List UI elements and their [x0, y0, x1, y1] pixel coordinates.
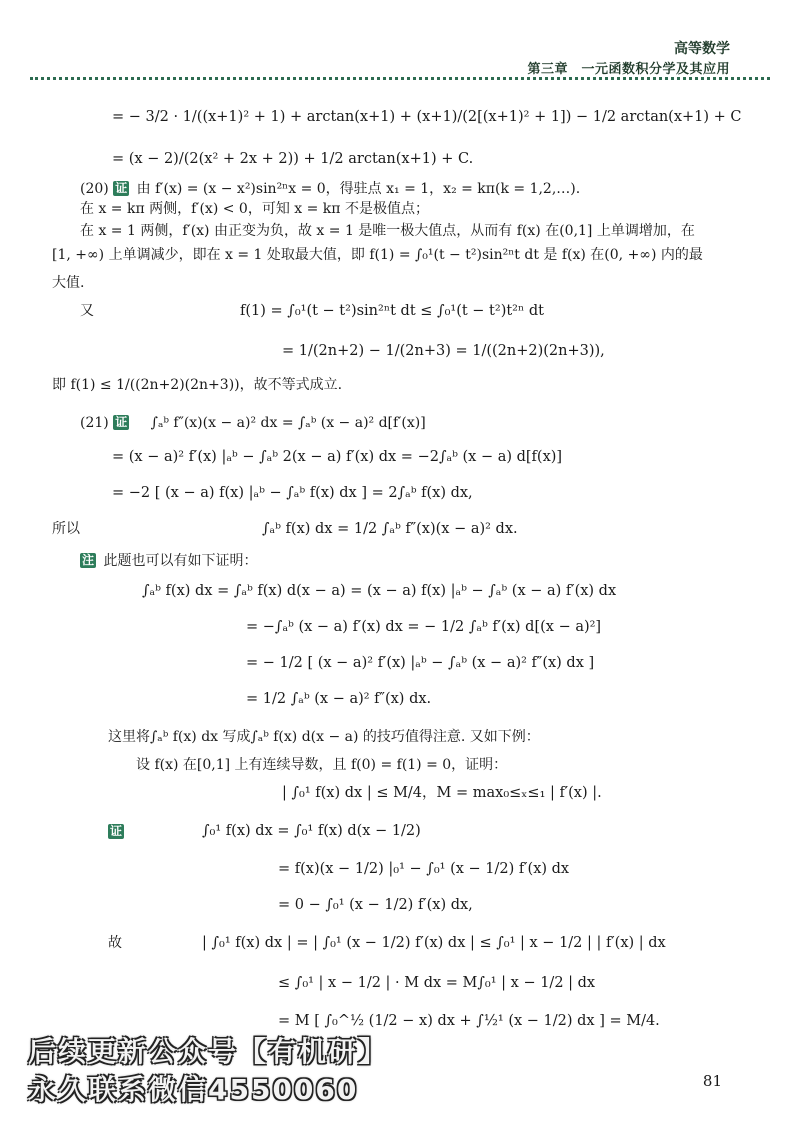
problem-20-inequality: f(1) = ∫₀¹(t − t²)sin²ⁿt dt ≤ ∫₀¹(t − t²)t²ⁿ dt	[240, 303, 544, 319]
problem-20-result: = 1/(2n+2) − 1/(2n+3) = 1/((2n+2)(2n+3)),	[282, 343, 605, 359]
proof-badge: 证	[115, 181, 128, 195]
note-line-8: | ∫₀¹ f(x) dx | ≤ M/4，M = max₀≤ₓ≤₁ | f′(x) |.	[282, 785, 602, 801]
watermark-line-2: 永久联系微信4550060	[28, 1073, 359, 1106]
note-line-3: = −∫ₐᵇ (x − a) f′(x) dx = − 1/2 ∫ₐᵇ f′(x) d[(x − a)²]	[246, 619, 602, 635]
problem-20-line-3: 在 x = 1 两侧，f′(x) 由正变为负，故 x = 1 是唯一极大值点，从而有 f(x) 在(0,1] 上单调增加，在	[80, 223, 695, 239]
note-line-7: 设 f(x) 在[0,1] 上有连续导数，且 f(0) = f(1) = 0，证明：	[136, 757, 508, 773]
page-number: 81	[702, 1072, 722, 1090]
problem-21-text-a: ∫ₐᵇ f″(x)(x − a)² dx = ∫ₐᵇ (x − a)² d[f′(x)]	[150, 415, 426, 431]
proof-line-6: = M [ ∫₀^½ (1/2 − x) dx + ∫½¹ (x − 1/2) dx ] = M/4.	[278, 1013, 660, 1029]
problem-20-label: (20)	[80, 181, 109, 197]
problem-20-line-4: [1, +∞) 上单调减少，即在 x = 1 处取最大值，即 f(1) = ∫₀¹(t − t²)sin²ⁿt dt 是 f(x) 在(0, +∞) 内的最	[52, 247, 703, 263]
proof-line-5: ≤ ∫₀¹ | x − 1/2 | · M dx = M∫₀¹ | x − 1/2 | dx	[278, 975, 596, 991]
watermark-line-1: 后续更新公众号【有机研】	[28, 1035, 389, 1068]
word-you: 又	[80, 303, 94, 319]
problem-21-result: ∫ₐᵇ f(x) dx = 1/2 ∫ₐᵇ f″(x)(x − a)² dx.	[262, 521, 518, 537]
problem-21-line-3: = −2 [ (x − a) f(x) |ₐᵇ − ∫ₐᵇ f(x) dx ] = 2∫ₐᵇ f(x) dx,	[112, 485, 473, 501]
note-line-1	[80, 552, 257, 570]
note-line-5: = 1/2 ∫ₐᵇ (x − a)² f″(x) dx.	[246, 691, 432, 707]
problem-21-line-1	[80, 414, 426, 432]
chapter-title: 第三章 一元函数积分学及其应用	[527, 62, 730, 77]
note-line-2: ∫ₐᵇ f(x) dx = ∫ₐᵇ f(x) d(x − a) = (x − a) f(x) |ₐᵇ − ∫ₐᵇ (x − a) f′(x) dx	[142, 583, 617, 599]
proof-line-3: = 0 − ∫₀¹ (x − 1/2) f′(x) dx,	[278, 897, 473, 913]
problem-20-line-2: 在 x = kπ 两侧，f′(x) < 0，可知 x = kπ 不是极值点；	[80, 201, 429, 217]
note-line-6: 这里将∫ₐᵇ f(x) dx 写成∫ₐᵇ f(x) d(x − a) 的技巧值得注意. 又如下例：	[108, 729, 540, 745]
equation-line-2: = (x − 2)/(2(x² + 2x + 2)) + 1/2 arctan(x+1) + C.	[112, 151, 474, 167]
proof-line-1: ∫₀¹ f(x) dx = ∫₀¹ f(x) d(x − 1/2)	[202, 823, 421, 839]
note-line-4: = − 1/2 [ (x − a)² f′(x) |ₐᵇ − ∫ₐᵇ (x − a)² f″(x) dx ]	[246, 655, 595, 671]
header-divider	[30, 77, 770, 80]
equation-line-1: = − 3/2 · 1/((x+1)² + 1) + arctan(x+1) + (x+1)/(2[(x+1)² + 1]) − 1/2 arctan(x+1) + C	[112, 109, 742, 125]
problem-21-label: (21)	[80, 415, 109, 431]
problem-20-line-1	[80, 180, 580, 198]
note-intro: 此题也可以有如下证明：	[103, 553, 258, 569]
note-badge: 注	[82, 553, 95, 567]
book-title: 高等数学	[674, 41, 730, 57]
problem-20-line-5: 大值.	[52, 275, 85, 291]
proof-line-4: | ∫₀¹ f(x) dx | = | ∫₀¹ (x − 1/2) f′(x) dx | ≤ ∫₀¹ | x − 1/2 | | f′(x) | dx	[202, 935, 666, 951]
word-suoyi: 所以	[52, 521, 80, 537]
problem-20-conclusion: 即 f(1) ≤ 1/((2n+2)(2n+3))，故不等式成立.	[52, 377, 343, 393]
proof-badge: 证	[110, 824, 123, 838]
proof-badge: 证	[115, 415, 128, 429]
word-gu: 故	[108, 935, 122, 951]
problem-21-line-2: = (x − a)² f′(x) |ₐᵇ − ∫ₐᵇ 2(x − a) f′(x) dx = −2∫ₐᵇ (x − a) d[f(x)]	[112, 449, 563, 465]
problem-20-text-a: 由 f′(x) = (x − x²)sin²ⁿx = 0，得驻点 x₁ = 1，x₂ = kπ(k = 1,2,…).	[136, 181, 581, 197]
proof-line-2: = f(x)(x − 1/2) |₀¹ − ∫₀¹ (x − 1/2) f′(x) dx	[278, 861, 570, 877]
